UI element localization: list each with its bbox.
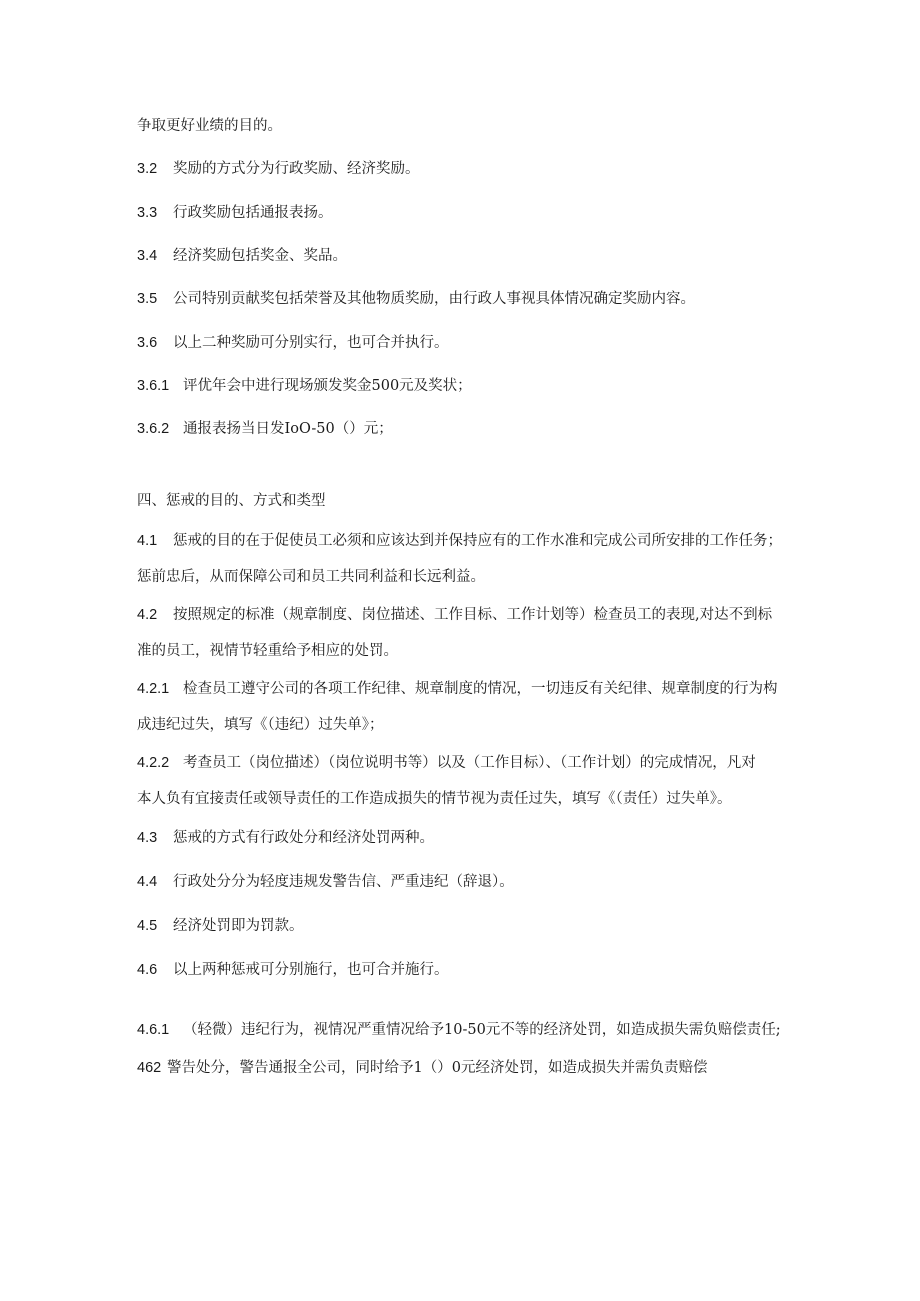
section-number: 3.6.1 — [137, 378, 170, 394]
section-number: 3.6 — [137, 335, 158, 351]
paragraph-4-6-2 — [137, 1058, 707, 1078]
section-number: 4.4 — [137, 874, 158, 890]
paragraph-text: 以上二种奖励可分别实行，也可合并执行。 — [173, 335, 449, 351]
paragraph-3-6-2 — [137, 419, 393, 439]
paragraph-3-6-1 — [137, 376, 472, 396]
section-number: 3.4 — [137, 248, 158, 264]
paragraph-3-5 — [137, 289, 695, 309]
paragraph-4-6 — [137, 960, 449, 980]
paragraph-text: 奖励的方式分为行政奖励、经济奖励。 — [173, 161, 420, 177]
paragraph-text: 评优年会中进行现场颁发奖金500元及奖状； — [183, 378, 472, 394]
section-number: 4.2.2 — [137, 755, 170, 771]
paragraph-4-2-2 — [137, 753, 756, 773]
paragraph-4-3 — [137, 828, 434, 848]
paragraph-line: 争取更好业绩的目的。 — [137, 118, 282, 134]
paragraph-text: 通报表扬当日发IoO-50（）元； — [183, 421, 393, 437]
section-number: 462 — [137, 1060, 162, 1076]
paragraph-text: 惩戒的方式有行政处分和经济处罚两种。 — [173, 830, 434, 846]
paragraph-4-1 — [137, 531, 782, 551]
paragraph-text: 考查员工（岗位描述）（岗位说明书等）以及（工作目标）、（工作计划）的完成情况，凡对 — [183, 755, 756, 771]
paragraph-3-6 — [137, 333, 449, 353]
section-number: 3.6.2 — [137, 421, 170, 437]
paragraph-4-2-1 — [137, 679, 778, 699]
paragraph-text: 经济处罚即为罚款。 — [173, 918, 304, 934]
paragraph-continuation: 惩前忠后，从而保障公司和员工共同利益和长远利益。 — [137, 569, 485, 585]
paragraph-text: 经济奖励包括奖金、奖品。 — [173, 248, 347, 264]
paragraph-continuation: 本人负有宜接责任或领导责任的工作造成损失的情节视为责任过失，填写《（责任）过失单》。 — [137, 791, 732, 807]
paragraph-text: 行政奖励包括通报表扬。 — [173, 205, 333, 221]
section-number: 4.1 — [137, 533, 158, 549]
paragraph-3-3 — [137, 203, 333, 223]
section-number: 4.2 — [137, 607, 158, 623]
section-number: 3.2 — [137, 161, 158, 177]
paragraph-4-5 — [137, 916, 304, 936]
section-number: 4.5 — [137, 918, 158, 934]
section-number: 3.5 — [137, 291, 158, 307]
section-number: 4.3 — [137, 830, 158, 846]
paragraph-4-6-1 — [137, 1020, 781, 1040]
section-number: 4.2.1 — [137, 681, 170, 697]
paragraph-3-2 — [137, 159, 420, 179]
paragraph-text: 以上两种惩戒可分别施行，也可合并施行。 — [173, 962, 449, 978]
section-heading: 四、惩戒的目的、方式和类型 — [137, 493, 326, 509]
paragraph-text: 行政处分分为轻度违规发警告信、严重违纪（辞退）。 — [173, 874, 514, 890]
paragraph-4-2 — [137, 605, 772, 625]
paragraph-continuation: 准的员工，视情节轻重给予相应的处罚。 — [137, 643, 398, 659]
paragraph-continuation: 成违纪过失，填写《（违纪）过失单》； — [137, 717, 384, 733]
paragraph-4-4 — [137, 872, 514, 892]
section-number: 4.6.1 — [137, 1022, 170, 1038]
paragraph-text: 检查员工遵守公司的各项工作纪律、规章制度的情况，一切违反有关纪律、规章制度的行为构 — [183, 681, 778, 697]
paragraph-text: 警告处分，警告通报全公司，同时给予1（）0元经济处罚，如造成损失并需负责赔偿 — [167, 1060, 708, 1076]
paragraph-text: 公司特别贡献奖包括荣誉及其他物质奖励，由行政人事视具体情况确定奖励内容。 — [173, 291, 695, 307]
section-number: 4.6 — [137, 962, 158, 978]
paragraph-text: 按照规定的标准（规章制度、岗位描述、工作目标、工作计划等）检查员工的表现,对达不到标 — [173, 607, 773, 623]
paragraph-3-4 — [137, 246, 347, 266]
paragraph-text: （轻微）违纪行为，视情况严重情况给予10-50元不等的经济处罚，如造成损失需负赔偿责任; — [183, 1022, 781, 1038]
section-number: 3.3 — [137, 205, 158, 221]
paragraph-text: 惩戒的目的在于促使员工必须和应该达到并保持应有的工作水准和完成公司所安排的工作任务； — [173, 533, 782, 549]
